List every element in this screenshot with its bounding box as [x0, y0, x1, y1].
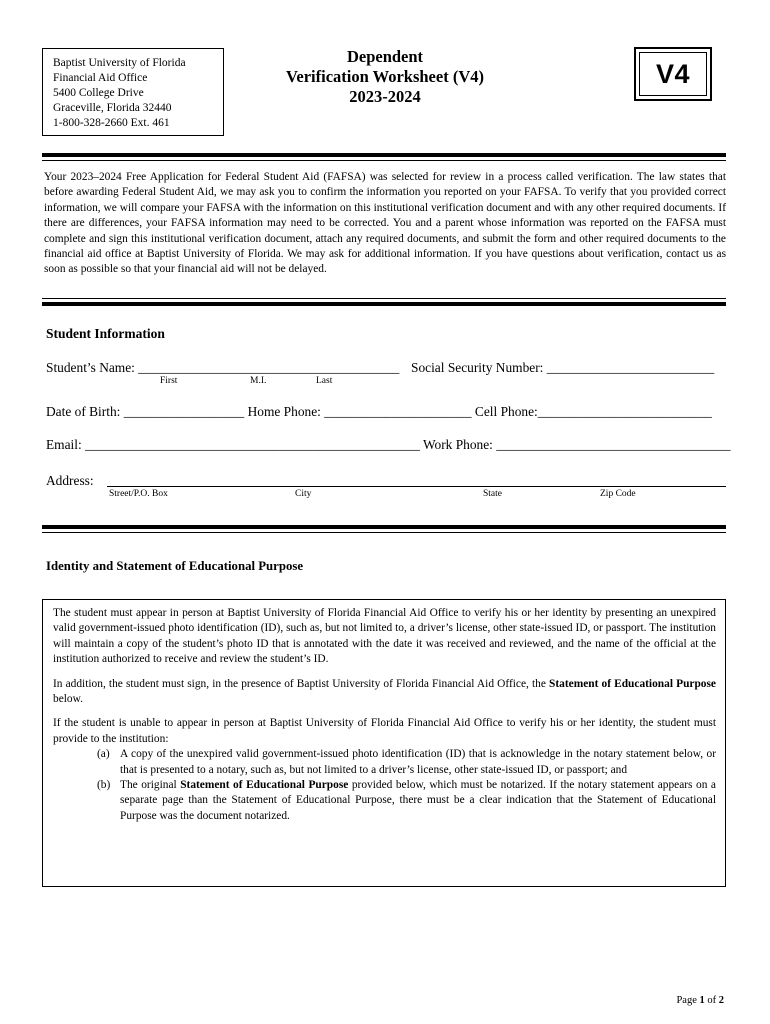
address-sub-state: State	[483, 489, 502, 499]
name-sub-mi: M.I.	[250, 376, 267, 386]
address-line: 5400 College Drive	[53, 87, 144, 99]
list-item	[53, 778, 716, 824]
identity-paragraph: In addition, the student must sign, in the presence of Baptist University of Florida Financial Aid Office, the Statement of Educational Purpose below.	[53, 677, 716, 706]
address-label: Address:	[46, 473, 94, 488]
address-sub-street: Street/P.O. Box	[109, 489, 168, 499]
identity-paragraph: If the student is unable to appear in person at Baptist University of Florida Financial Aid Office to verify his or her identity, the student must provide to the institution:	[53, 717, 716, 745]
title-line: 2023-2024	[349, 87, 421, 106]
list-item-text: A copy of the unexpired valid government-issued photo identification (ID) that is acknowledge in the notary statement below, or that is presented to a notary, such as, but not limited to a driver’s license, other state-issued ID, or passport; and	[120, 748, 716, 776]
dob-row	[46, 404, 712, 420]
version-badge	[634, 47, 712, 101]
divider	[42, 525, 726, 529]
name-sub-last: Last	[316, 376, 333, 386]
email-label: Email:	[46, 437, 82, 452]
student-name-field[interactable]: _______________________________________	[138, 360, 400, 375]
address-field[interactable]	[107, 486, 726, 487]
list-item-text: The original Statement of Educational Purpose provided below, which must be notarized. If the notary statement appears on a separate page than the Statement of Educational Purpose, there must be a clear indication that the Statement of Educational Purpose was the document notarized.	[120, 779, 716, 822]
section-heading-student-info: Student Information	[46, 326, 165, 341]
ssn-label: Social Security Number:	[411, 360, 544, 375]
cell-phone-label: Cell Phone:	[474, 404, 538, 419]
home-phone-field[interactable]: ______________________	[324, 404, 472, 419]
intro-paragraph: Your 2023–2024 Free Application for Federal Student Aid (FAFSA) was selected for review in a process called verification. The law states that before awarding Federal Student Aid, we may ask you to confirm the information you reported on your FAFSA. To verify that you provided correct information, we will compare your FAFSA with the information on this institutional verification document and with any other required documents. If there are differences, your FAFSA information may need to be corrected. You and a parent whose information was reported on the FAFSA must complete and sign this institutional verification document, attach any required documents, and submit the form and other required documents to the financial aid office at Baptist University of Florida. We may ask for additional information. If you have questions about verification, contact us as soon as possible so that your financial aid will not be delayed.	[44, 171, 726, 276]
work-phone-field[interactable]: ___________________________________	[496, 437, 731, 452]
office-address-box	[42, 48, 224, 136]
email-field[interactable]: __________________________________________________	[85, 437, 420, 452]
address-line: Financial Aid Office	[53, 72, 148, 84]
title-line: Dependent	[346, 47, 424, 66]
address-line: Graceville, Florida 32440	[53, 102, 172, 114]
home-phone-label: Home Phone:	[247, 404, 321, 419]
divider	[42, 302, 726, 306]
student-name-label: Student’s Name:	[46, 360, 135, 375]
divider	[42, 160, 726, 161]
address-line: Baptist University of Florida	[53, 57, 186, 69]
list-marker: (a)	[97, 748, 110, 761]
cell-phone-field[interactable]: __________________________	[537, 404, 712, 419]
work-phone-label: Work Phone:	[422, 437, 493, 452]
identity-statement-box	[42, 599, 726, 887]
page-title	[270, 47, 500, 107]
name-sub-first: First	[160, 376, 178, 386]
version-badge-label: V4	[639, 52, 707, 96]
student-name-row	[46, 360, 399, 376]
email-row	[46, 437, 731, 453]
address-sub-city: City	[295, 489, 312, 499]
divider	[42, 532, 726, 533]
dob-field[interactable]: __________________	[123, 404, 245, 419]
section-heading-identity: Identity and Statement of Educational Purpose	[46, 559, 304, 573]
list-marker: (b)	[97, 779, 111, 792]
address-sub-zip: Zip Code	[600, 489, 636, 499]
page-number: Page 1 of 2	[676, 995, 724, 1006]
title-line: Verification Worksheet (V4)	[286, 67, 484, 86]
divider	[42, 298, 726, 299]
dob-label: Date of Birth:	[46, 404, 121, 419]
list-item	[53, 747, 716, 778]
divider	[42, 153, 726, 157]
ssn-field[interactable]: _________________________	[546, 360, 715, 375]
address-line: 1-800-328-2660 Ext. 461	[53, 117, 170, 129]
ssn-row	[411, 360, 714, 376]
identity-paragraph: The student must appear in person at Baptist University of Florida Financial Aid Office to verify his or her identity by presenting an unexpired valid government-issued photo identification (ID), such as, but not limited to, a driver’s license, other state-issued ID, or passport. The institution will maintain a copy of the student’s photo ID that is annotated with the date it was received and reviewed, and the name of the official at the institution authorized to receive and review the student’s ID.	[53, 607, 716, 666]
